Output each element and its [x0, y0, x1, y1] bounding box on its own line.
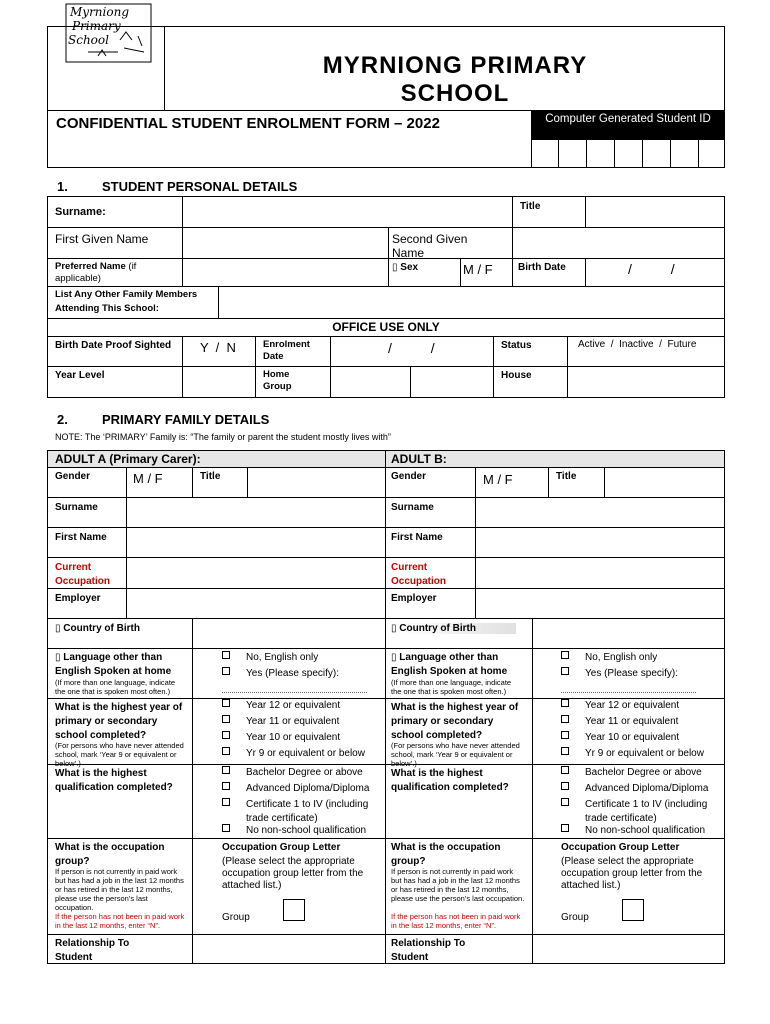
- checkbox-icon: [561, 766, 569, 774]
- birth-date-input[interactable]: / /: [628, 261, 675, 277]
- a-language-arrow-icon: ▯: [55, 652, 61, 663]
- checkbox-icon: [222, 747, 230, 755]
- b-country-input[interactable]: [533, 619, 724, 647]
- b-relationship-label: Relationship To Student: [391, 938, 466, 963]
- a-first-name-input[interactable]: [127, 528, 384, 556]
- b-school-opt-1[interactable]: [561, 699, 679, 713]
- preferred-name-input[interactable]: [183, 259, 387, 285]
- b-title-label: Title: [556, 471, 577, 482]
- b-occupation-label: Occupation: [391, 576, 447, 587]
- birth-proof-yn[interactable]: Y / N: [200, 340, 236, 355]
- b-lang-specify-line[interactable]: [561, 692, 696, 693]
- checkbox-icon: [561, 699, 569, 707]
- a-title-input[interactable]: [248, 468, 384, 496]
- b-school-note: (For persons who have never attended school, mark ‘Year 9 or equivalent or below’.): [391, 741, 520, 768]
- a-language-text: Language other than English Spoken at home: [55, 652, 172, 677]
- a-qual-opt-3[interactable]: [222, 798, 382, 826]
- b-school-opt3-label: Year 10 or equivalent: [585, 732, 680, 743]
- a-qual-opt1-label: Bachelor Degree or above: [246, 767, 363, 778]
- house-label: House: [501, 370, 532, 381]
- b-lang-opt2-label: Yes (Please specify):: [585, 668, 679, 679]
- checkbox-icon: [561, 824, 569, 832]
- enrolment-date-label: Enrolment Date: [263, 339, 310, 362]
- a-surname-label: Surname: [55, 502, 98, 513]
- family-members-input[interactable]: [219, 287, 724, 317]
- a-school-opt4-label: Yr 9 or equivalent or below: [246, 748, 365, 759]
- b-language-arrow-icon: ▯: [391, 652, 397, 663]
- preferred-name-label: [55, 261, 180, 285]
- svg-text:School: School: [68, 33, 109, 47]
- b-school-opt-4[interactable]: [561, 747, 704, 761]
- a-lang-opt1-label: No, English only: [246, 652, 319, 663]
- b-occ-label: What is the occupation group?: [391, 842, 501, 867]
- svg-text:Primary: Primary: [72, 19, 121, 33]
- a-language-note: (If more than one language, indicate the one that is spoken most often.): [55, 678, 176, 696]
- checkbox-icon: [561, 798, 569, 806]
- b-lang-opt1-label: No, English only: [585, 652, 658, 663]
- a-employer-label: Employer: [55, 593, 101, 604]
- checkbox-icon: [222, 782, 230, 790]
- a-school-opt-2[interactable]: [222, 715, 339, 729]
- sex-text: Sex: [400, 262, 419, 273]
- b-group-label: Group: [561, 912, 589, 923]
- a-lang-opt-english[interactable]: [222, 651, 318, 665]
- b-school-opt4-label: Yr 9 or equivalent or below: [585, 748, 704, 759]
- b-qual-opt3-label: Certificate 1 to IV (including trade certificate): [585, 799, 708, 824]
- school-title-line2: SCHOOL: [400, 80, 510, 107]
- year-level-input[interactable]: [183, 367, 254, 397]
- a-gender-label: Gender: [55, 471, 91, 482]
- second-given-label: Second Given Name: [392, 232, 468, 260]
- a-country-arrow-icon: ▯: [55, 623, 61, 634]
- first-given-input[interactable]: [183, 228, 387, 257]
- a-current-label: Current: [55, 562, 92, 573]
- office-use-heading: OFFICE USE ONLY: [332, 320, 440, 334]
- checkbox-icon: [222, 766, 230, 774]
- a-lang-specify-line[interactable]: [222, 692, 367, 693]
- b-country-arrow-icon: ▯: [391, 623, 397, 634]
- b-language-note: (If more than one language, indicate the one that is spoken most often.): [391, 678, 512, 696]
- checkbox-icon: [222, 699, 230, 707]
- a-occ-note-red: If the person has not been in paid work in the last 12 months, enter “N”.: [55, 912, 185, 930]
- b-school-opt-2[interactable]: [561, 715, 678, 729]
- school-logo: [58, 0, 158, 68]
- a-qual-opt4-label: No non-school qualification: [246, 825, 367, 836]
- checkbox-icon: [561, 667, 569, 675]
- a-qual-opt2-label: Advanced Diploma/Diploma: [246, 783, 370, 794]
- b-school-opt1-label: Year 12 or equivalent: [585, 700, 680, 711]
- status-options[interactable]: Active / Inactive / Future: [578, 339, 697, 350]
- checkbox-icon: [561, 651, 569, 659]
- school-title-line1: MYRNIONG PRIMARY: [322, 52, 588, 79]
- b-lang-opt-yes[interactable]: [561, 667, 678, 681]
- sex-options[interactable]: M / F: [463, 262, 493, 277]
- student-id-label: Computer Generated Student ID: [531, 111, 725, 140]
- a-occ-letter-label: Occupation Group Letter: [222, 842, 341, 853]
- a-relationship-input[interactable]: [193, 935, 384, 963]
- section1-num: 1.: [57, 179, 68, 194]
- a-school-opt-4[interactable]: [222, 747, 365, 761]
- b-group-input[interactable]: [622, 899, 644, 921]
- a-school-opt1-label: Year 12 or equivalent: [246, 700, 341, 711]
- b-language-text: Language other than English Spoken at home: [391, 652, 508, 677]
- b-language-label: [391, 651, 521, 679]
- enrolment-date-input[interactable]: / /: [388, 340, 435, 356]
- a-employer-input[interactable]: [127, 589, 384, 617]
- section1-heading: STUDENT PERSONAL DETAILS: [102, 179, 298, 194]
- b-occ-instructions: (Please select the appropriate occupation group letter from the attached list.): [561, 856, 703, 891]
- preferred-name-note: (if applicable): [55, 261, 137, 284]
- surname-input[interactable]: [183, 197, 511, 226]
- b-surname-input[interactable]: [476, 498, 724, 526]
- checkbox-icon: [561, 747, 569, 755]
- b-relationship-input[interactable]: [533, 935, 724, 963]
- a-country-text: Country of Birth: [63, 623, 140, 634]
- a-qual-opt3-label: Certificate 1 to IV (including trade certificate): [246, 799, 369, 824]
- family-members-label: List Any Other Family Members Attending This School:: [55, 289, 198, 314]
- b-employer-input[interactable]: [476, 589, 724, 617]
- preferred-name-text: Preferred Name: [55, 261, 126, 272]
- checkbox-icon: [222, 667, 230, 675]
- a-occupation-input[interactable]: [127, 558, 384, 587]
- a-country-label: [55, 622, 140, 636]
- b-qual-label: What is the highest qualification completed?: [391, 768, 509, 793]
- a-relationship-label: Relationship To Student: [55, 938, 130, 963]
- surname-label: Surname:: [55, 206, 106, 218]
- b-country-label: [391, 622, 516, 636]
- a-gender-options[interactable]: M / F: [133, 471, 163, 486]
- second-given-input[interactable]: [513, 228, 724, 257]
- a-school-opt-3[interactable]: [222, 731, 340, 745]
- home-group-label: Home Group: [263, 369, 292, 392]
- checkbox-icon: [561, 731, 569, 739]
- b-school-opt2-label: Year 11 or equivalent: [585, 716, 679, 727]
- b-occupation-input[interactable]: [476, 558, 724, 587]
- school-title: [260, 52, 650, 108]
- checkbox-icon: [222, 731, 230, 739]
- a-qual-opt-1[interactable]: [222, 766, 363, 780]
- b-surname-label: Surname: [391, 502, 434, 513]
- a-occ-label: What is the occupation group?: [55, 842, 165, 867]
- sex-label: [392, 261, 418, 275]
- student-id-boxes[interactable]: [531, 140, 725, 168]
- checkbox-icon: [561, 715, 569, 723]
- b-current-label: Current: [391, 562, 428, 573]
- b-qual-opt-4[interactable]: [561, 824, 705, 838]
- a-qual-label: What is the highest qualification completed?: [55, 768, 173, 793]
- first-given-label: First Given Name: [55, 232, 149, 246]
- b-occ-note: If person is not currently in paid work but has had a job in the last 12 months or has retired in the last 12 months, please use the person’s last occupation.: [391, 867, 525, 903]
- a-school-opt2-label: Year 11 or equivalent: [246, 716, 340, 727]
- logo-divider: [164, 26, 165, 110]
- a-group-label: Group: [222, 912, 250, 923]
- b-lang-opt-english[interactable]: [561, 651, 657, 665]
- a-school-label: What is the highest year of primary or secondary school completed?: [55, 702, 183, 741]
- birth-proof-label: Birth Date Proof Sighted: [55, 340, 172, 351]
- a-school-opt3-label: Year 10 or equivalent: [246, 732, 341, 743]
- section2-heading: PRIMARY FAMILY DETAILS: [102, 412, 270, 427]
- a-first-name-label: First Name: [55, 532, 107, 543]
- b-qual-opt1-label: Bachelor Degree or above: [585, 767, 702, 778]
- a-occ-note: If person is not currently in paid work but has had a job in the last 12 months or has retired in the last 12 months, please use the person’s last occupation.: [55, 867, 184, 912]
- birth-date-label: Birth Date: [518, 262, 566, 273]
- b-first-name-label: First Name: [391, 532, 443, 543]
- b-country-text: Country of Birth: [399, 623, 516, 634]
- a-language-label: [55, 651, 185, 679]
- a-lang-opt2-label: Yes (Please specify):: [246, 668, 340, 679]
- b-gender-options[interactable]: M / F: [483, 472, 513, 487]
- a-surname-input[interactable]: [127, 498, 384, 526]
- a-country-input[interactable]: [193, 619, 384, 647]
- section2-note: NOTE: The ‘PRIMARY’ Family is: “The family or parent the student mostly lives with”: [55, 432, 391, 442]
- adult-a-title: ADULT A (Primary Carer):: [55, 452, 201, 466]
- a-school-opt-1[interactable]: [222, 699, 340, 713]
- a-qual-opt-4[interactable]: [222, 824, 366, 838]
- b-first-name-input[interactable]: [476, 528, 724, 556]
- b-employer-label: Employer: [391, 593, 437, 604]
- b-qual-opt-2[interactable]: [561, 782, 708, 796]
- a-qual-opt-2[interactable]: [222, 782, 369, 796]
- b-school-label: What is the highest year of primary or secondary school completed?: [391, 702, 519, 741]
- a-lang-opt-yes[interactable]: [222, 667, 339, 681]
- checkbox-icon: [222, 824, 230, 832]
- year-level-label: Year Level: [55, 370, 105, 381]
- title-label: Title: [520, 201, 541, 212]
- logo-text: Myrniong: [70, 5, 130, 19]
- checkbox-icon: [222, 715, 230, 723]
- sex-arrow-icon: ▯: [392, 262, 398, 273]
- b-school-opt-3[interactable]: [561, 731, 679, 745]
- adult-b-title: ADULT B:: [391, 452, 447, 466]
- a-school-note: (For persons who have never attended school, mark ‘Year 9 or equivalent or below’.): [55, 741, 184, 768]
- checkbox-icon: [222, 798, 230, 806]
- a-group-input[interactable]: [283, 899, 305, 921]
- title-input[interactable]: [586, 197, 724, 226]
- status-label: Status: [501, 340, 532, 351]
- section2-num: 2.: [57, 412, 68, 427]
- b-qual-opt2-label: Advanced Diploma/Diploma: [585, 783, 709, 794]
- a-title-label: Title: [200, 471, 221, 482]
- b-gender-label: Gender: [391, 471, 427, 482]
- a-occ-instructions: (Please select the appropriate occupation group letter from the attached list.): [222, 856, 364, 891]
- b-title-input[interactable]: [605, 468, 724, 496]
- checkbox-icon: [222, 651, 230, 659]
- checkbox-icon: [561, 782, 569, 790]
- form-title: CONFIDENTIAL STUDENT ENROLMENT FORM – 2022: [56, 115, 440, 132]
- a-occupation-label: Occupation: [55, 576, 111, 587]
- b-qual-opt-1[interactable]: [561, 766, 702, 780]
- b-occ-note-red: If the person has not been in paid work in the last 12 months, enter “N”.: [391, 912, 521, 930]
- b-occ-letter-label: Occupation Group Letter: [561, 842, 680, 853]
- b-qual-opt-3[interactable]: [561, 798, 721, 826]
- b-qual-opt4-label: No non-school qualification: [585, 825, 706, 836]
